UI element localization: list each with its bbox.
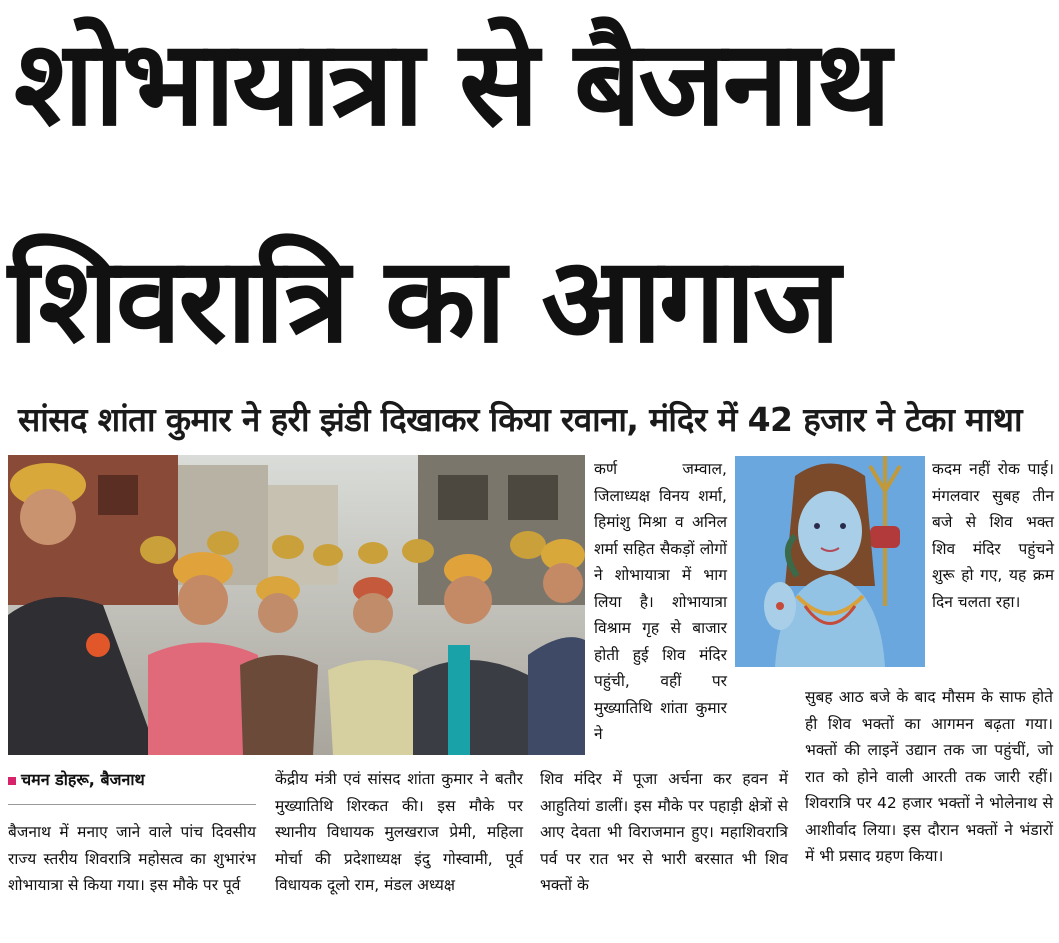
shiva-illustration (735, 456, 925, 667)
shiva-image (735, 456, 925, 667)
article-column-1 (8, 819, 256, 899)
procession-photo (8, 455, 585, 755)
procession-photo-illustration (8, 455, 585, 755)
article-column-4-top (932, 456, 1054, 615)
article-column-4-bottom (805, 684, 1053, 870)
headline-line-1: शोभायात्रा से बैजनाथ (14, 14, 889, 152)
article-column-3-top (594, 456, 727, 748)
article-column-3-bottom (540, 766, 788, 899)
article-column-4-bottom-text: सुबह आठ बजे के बाद मौसम के साफ होते ही शिव भक्तों का आगमन बढ़ता गया। भक्तों की लाइनें उद्यान तक जा पहुंचीं, जो रात को होने वाली आरती तक जारी रहीं। शिवरात्रि पर 42 हजार भक्तों ने भोलेनाथ से आशीर्वाद लिया। इस दौरान भक्तों ने भंडारों में भी प्रसाद ग्रहण किया। (805, 688, 1053, 865)
headline-line-2: शिवरात्रि का आगाज (8, 231, 838, 369)
article-column-4-top-text: कदम नहीं रोक पाई। मंगलवार सुबह तीन बजे से शिव भक्त शिव मंदिर पहुंचने शुरू हो गए, यह क्रम दिन चलता रहा। (932, 460, 1054, 611)
article-column-1-text: बैजनाथ में मनाए जाने वाले पांच दिवसीय राज्य स्तरीय शिवरात्रि महोसत्व का शुभारंभ शोभायात्रा से किया गया। इस मौके पर पूर्व (8, 823, 256, 894)
byline (8, 768, 256, 792)
article-column-2 (275, 766, 523, 899)
subheadline: सांसद शांता कुमार ने हरी झंडी दिखाकर किया रवाना, मंदिर में 42 हजार ने टेका माथा (18, 400, 1022, 439)
byline-marker (8, 777, 16, 785)
article-column-3-top-text: कर्ण जम्वाल, जिलाध्यक्ष विनय शर्मा, हिमांशु मिश्रा व अनिल शर्मा सहित सैकड़ों लोगों ने शोभायात्रा में भाग लिया है। शोभायात्रा विश्राम गृह से बाजार होती हुई शिव मंदिर पहुंची, वहीं पर मुख्यातिथि शांता कुमार ने (594, 460, 727, 743)
byline-divider (8, 804, 256, 805)
byline-text: चमन डोहरू, बैजनाथ (21, 770, 145, 789)
article-column-2-text: केंद्रीय मंत्री एवं सांसद शांता कुमार ने बतौर मुख्यातिथि शिरकत की। इस मौके पर स्थानीय विधायक मुलखराज प्रेमी, महिला मोर्चा की प्रदेशाध्यक्ष इंदु गोस्वामी, पूर्व विधायक दूलो राम, मंडल अध्यक्ष (275, 770, 523, 894)
article-column-3-bottom-text: शिव मंदिर में पूजा अर्चना कर हवन में आहुतियां डालीं। इस मौके पर पहाड़ी क्षेत्रों से आए देवता भी विराजमान हुए। महाशिवरात्रि पर्व पर रात भर से भारी बरसात भी शिव भक्तों के (540, 770, 788, 894)
